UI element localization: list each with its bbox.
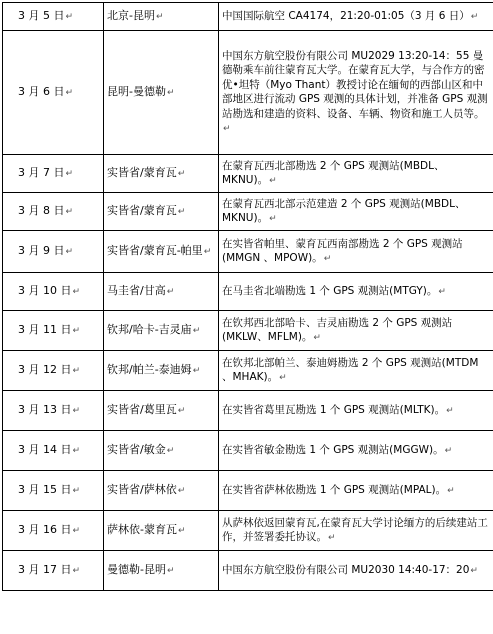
content-cell (219, 511, 493, 551)
route-cell (104, 311, 219, 351)
table-row (3, 311, 493, 351)
content-cell-text: 从萨林依返回蒙育瓦,在蒙育瓦大学讨论缅方的后续建站工作，并签署委托协议。 (222, 516, 488, 543)
content-cell (219, 391, 493, 431)
content-cell (219, 3, 493, 31)
route-cell-text: 实皆省/敏金 (107, 442, 166, 456)
date-cell (3, 551, 104, 591)
paragraph-mark-icon: ↵ (65, 168, 74, 179)
date-cell (3, 231, 104, 273)
content-cell-text: 中国国际航空 CA4174，21:20-01:05（3 月 6 日） (222, 9, 470, 22)
route-cell-text: 北京-昆明 (107, 8, 155, 22)
route-cell (104, 231, 219, 273)
date-cell-text: 3 月 10 日 (18, 283, 72, 297)
paragraph-mark-icon: ↵ (444, 445, 453, 456)
paragraph-mark-icon: ↵ (177, 206, 186, 217)
paragraph-mark-icon: ↵ (177, 485, 186, 496)
route-cell (104, 391, 219, 431)
date-cell-text: 3 月 9 日 (18, 243, 65, 257)
paragraph-mark-icon: ↵ (166, 286, 175, 297)
route-cell-text: 马圭省/甘高 (107, 283, 166, 297)
paragraph-mark-icon: ↵ (72, 286, 81, 297)
date-cell (3, 155, 104, 193)
paragraph-mark-icon: ↵ (470, 565, 478, 576)
date-cell (3, 193, 104, 231)
date-cell (3, 311, 104, 351)
paragraph-mark-icon: ↵ (470, 11, 479, 22)
date-cell-text: 3 月 14 日 (18, 442, 72, 456)
paragraph-mark-icon: ↵ (192, 325, 201, 336)
content-cell-text: 在钦邦北部帕兰、泰迪姆勘选 2 个 GPS 观测站(MTDM 、MHAK)。 (222, 356, 479, 383)
paragraph-mark-icon: ↵ (438, 286, 446, 297)
content-cell-text: 在实皆省敏金勘选 1 个 GPS 观测站(MGGW)。 (222, 443, 444, 456)
route-cell (104, 511, 219, 551)
route-cell (104, 3, 219, 31)
paragraph-mark-icon: ↵ (177, 168, 186, 179)
paragraph-mark-icon: ↵ (65, 246, 74, 257)
itinerary-table (2, 2, 493, 591)
content-cell-text: 在钦邦西北部哈卡、吉灵庙勘选 2 个 GPS 观测站(MKLW、MFLM)。 (222, 316, 453, 343)
route-cell (104, 351, 219, 391)
date-cell-text: 3 月 8 日 (18, 203, 65, 217)
content-cell (219, 471, 493, 511)
paragraph-mark-icon: ↵ (72, 325, 81, 336)
content-cell (219, 193, 493, 231)
date-cell-text: 3 月 7 日 (18, 165, 65, 179)
content-cell (219, 231, 493, 273)
date-cell-text: 3 月 12 日 (18, 362, 72, 376)
route-cell (104, 273, 219, 311)
route-cell-text: 实皆省/葛里瓦 (107, 402, 177, 416)
content-cell-text: 中国东方航空股份有限公司 MU2030 14:40-17：20 (222, 563, 470, 576)
content-cell-text: 在实皆省帕里、蒙育瓦西南部勘选 2 个 GPS 观测站(MMGN 、MPOW)。 (222, 237, 463, 264)
content-cell (219, 155, 493, 193)
table-row (3, 391, 493, 431)
date-cell-text: 3 月 5 日 (18, 8, 65, 22)
paragraph-mark-icon: ↵ (223, 124, 231, 134)
table-row (3, 3, 493, 31)
date-cell (3, 31, 104, 155)
paragraph-mark-icon: ↵ (269, 176, 277, 186)
route-cell-text: 萨林依-蒙育瓦 (107, 522, 177, 536)
date-cell (3, 471, 104, 511)
date-cell (3, 511, 104, 551)
paragraph-mark-icon: ↵ (72, 525, 81, 536)
paragraph-mark-icon: ↵ (72, 445, 81, 456)
content-cell (219, 31, 493, 155)
paragraph-mark-icon: ↵ (447, 485, 455, 496)
content-cell-text: 在马圭省北端勘选 1 个 GPS 观测站(MTGY)。 (222, 284, 438, 297)
content-cell (219, 551, 493, 591)
paragraph-mark-icon: ↵ (446, 405, 454, 416)
table-row (3, 351, 493, 391)
date-cell (3, 3, 104, 31)
table-row (3, 511, 493, 551)
date-cell-text: 3 月 16 日 (18, 522, 72, 536)
paragraph-mark-icon: ↵ (203, 246, 212, 257)
paragraph-mark-icon: ↵ (65, 206, 74, 217)
paragraph-mark-icon: ↵ (323, 254, 332, 264)
route-cell-text: 实皆省/萨林依 (107, 482, 177, 496)
paragraph-mark-icon: ↵ (177, 525, 186, 536)
table-row (3, 273, 493, 311)
paragraph-mark-icon: ↵ (72, 485, 81, 496)
paragraph-mark-icon: ↵ (279, 373, 287, 383)
content-cell (219, 273, 493, 311)
content-cell-text: 在蒙育瓦西北部勘选 2 个 GPS 观测站(MBDL、MKNU)。 (222, 159, 445, 186)
route-cell (104, 551, 219, 591)
route-cell-text: 钦邦/哈卡-吉灵庙 (107, 322, 192, 336)
paragraph-mark-icon: ↵ (65, 11, 74, 22)
content-cell-text: 在蒙育瓦西北部示范建造 2 个 GPS 观测站(MBDL、MKNU)。 (222, 197, 466, 224)
paragraph-mark-icon: ↵ (192, 365, 201, 376)
table-row (3, 31, 493, 155)
paragraph-mark-icon: ↵ (65, 87, 74, 98)
content-cell-text: 在实皆省葛里瓦勘选 1 个 GPS 观测站(MLTK)。 (222, 403, 446, 416)
date-cell (3, 351, 104, 391)
table-row (3, 193, 493, 231)
route-cell (104, 193, 219, 231)
paragraph-mark-icon: ↵ (313, 333, 321, 343)
table-row (3, 471, 493, 511)
route-cell-text: 曼德勒-昆明 (107, 562, 166, 576)
route-cell-text: 钦邦/帕兰-泰迪姆 (107, 362, 192, 376)
route-cell-text: 实皆省/蒙育瓦 (107, 203, 177, 217)
route-cell-text: 实皆省/蒙育瓦 (107, 165, 177, 179)
route-cell (104, 31, 219, 155)
date-cell-text: 3 月 6 日 (18, 84, 65, 98)
paragraph-mark-icon: ↵ (72, 405, 81, 416)
paragraph-mark-icon: ↵ (269, 214, 277, 224)
content-cell-text: 中国东方航空股份有限公司 MU2029 13:20-14：55 曼德勒乘车前往蒙育瓦大学。在蒙育瓦大学，与合作方的密优•坦特（Myo Thant）教授讨论在缅甸的西部山区和中部地区进行流动 GPS 观测的具体计划，并准备 GPS 观测站勘选和建造的资料、设备、车辆、物资和施工人员等。 (222, 49, 488, 120)
paragraph-mark-icon: ↵ (166, 565, 175, 576)
table-row (3, 431, 493, 471)
date-cell (3, 431, 104, 471)
route-cell (104, 431, 219, 471)
table-row (3, 155, 493, 193)
route-cell-text: 昆明-曼德勒 (107, 84, 166, 98)
date-cell-text: 3 月 15 日 (18, 482, 72, 496)
paragraph-mark-icon: ↵ (72, 365, 81, 376)
date-cell (3, 391, 104, 431)
paragraph-mark-icon: ↵ (166, 87, 175, 98)
paragraph-mark-icon: ↵ (72, 565, 81, 576)
content-cell-text: 在实皆省萨林依勘选 1 个 GPS 观测站(MPAL)。 (222, 483, 447, 496)
paragraph-mark-icon: ↵ (166, 445, 175, 456)
date-cell-text: 3 月 13 日 (18, 402, 72, 416)
paragraph-mark-icon: ↵ (328, 533, 336, 543)
route-cell (104, 155, 219, 193)
route-cell (104, 471, 219, 511)
date-cell-text: 3 月 11 日 (18, 322, 72, 336)
date-cell (3, 273, 104, 311)
paragraph-mark-icon: ↵ (155, 11, 164, 22)
content-cell (219, 311, 493, 351)
route-cell-text: 实皆省/蒙育瓦-帕里 (107, 243, 203, 257)
date-cell-text: 3 月 17 日 (18, 562, 72, 576)
content-cell (219, 351, 493, 391)
content-cell (219, 431, 493, 471)
paragraph-mark-icon: ↵ (177, 405, 186, 416)
table-row (3, 551, 493, 591)
table-row (3, 231, 493, 273)
